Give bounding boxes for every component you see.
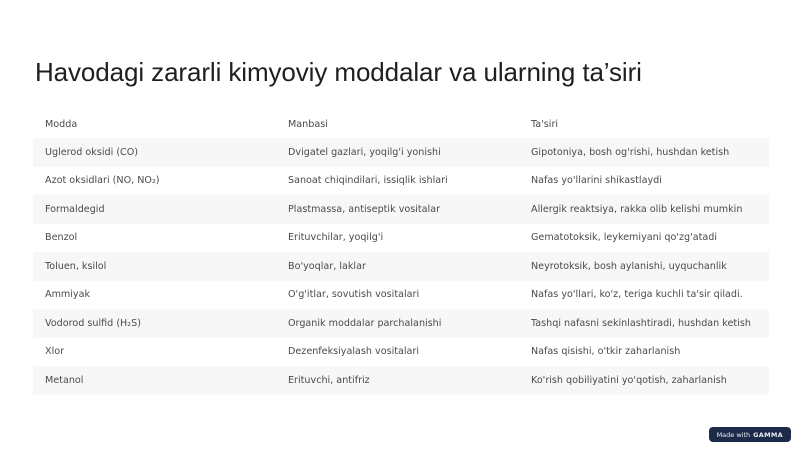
effect-cell: Nafas yo'llarini shikastlaydi bbox=[531, 175, 662, 187]
source-cell: Plastmassa, antiseptik vositalar bbox=[288, 203, 441, 215]
source-cell: Bo'yoqlar, laklar bbox=[288, 260, 366, 272]
table-row bbox=[33, 195, 769, 224]
effect-cell: Nafas yo'llari, ko'z, teriga kuchli ta'sir qiladi. bbox=[531, 289, 743, 301]
table-row bbox=[33, 338, 769, 367]
effect-cell: Ko'rish qobiliyatini yo'qotish, zaharlanish bbox=[531, 374, 727, 386]
source-cell: Organik moddalar parchalanishi bbox=[288, 317, 442, 329]
table-row bbox=[33, 138, 769, 167]
effect-cell: Allergik reaktsiya, rakka olib kelishi mumkin bbox=[531, 203, 743, 215]
table-header-row bbox=[33, 110, 769, 138]
badge-prefix: Made with bbox=[716, 430, 751, 439]
table-row bbox=[33, 167, 769, 196]
badge-brand: GAMMA bbox=[753, 430, 783, 439]
page-title: Havodagi zararli kimyoviy moddalar va ularning ta’siri bbox=[35, 57, 642, 87]
substance-cell: Toluen, ksilol bbox=[45, 260, 107, 272]
effect-cell: Gematotoksik, leykemiyani qo'zg'atadi bbox=[531, 232, 718, 244]
source-cell: Erituvchi, antifriz bbox=[288, 374, 370, 386]
effect-cell: Nafas qisishi, o'tkir zaharlanish bbox=[531, 346, 681, 358]
substance-cell: Vodorod sulfid (H₂S) bbox=[45, 317, 141, 329]
substance-cell: Ammiyak bbox=[45, 289, 91, 301]
substance-cell: Uglerod oksidi (CO) bbox=[45, 146, 139, 158]
table-row bbox=[33, 309, 769, 338]
made-with-gamma-badge[interactable] bbox=[709, 427, 791, 442]
source-cell: O'g'itlar, sovutish vositalari bbox=[288, 289, 420, 301]
substance-cell: Azot oksidlari (NO, NO₂) bbox=[45, 175, 160, 187]
source-cell: Erituvchilar, yoqilg'i bbox=[288, 232, 384, 244]
substance-cell: Formaldegid bbox=[45, 203, 105, 215]
effect-cell: Gipotoniya, bosh og'rishi, hushdan ketish bbox=[531, 146, 730, 158]
table-row bbox=[33, 366, 769, 395]
table-row bbox=[33, 252, 769, 281]
source-cell: Dvigatel gazlari, yoqilg'i yonishi bbox=[288, 146, 441, 158]
effect-cell: Neyrotoksik, bosh aylanishi, uyquchanlik bbox=[531, 260, 727, 272]
header-manbasi: Manbasi bbox=[288, 118, 328, 130]
table-row bbox=[33, 281, 769, 310]
substance-cell: Metanol bbox=[45, 374, 84, 386]
source-cell: Dezenfeksiyalash vositalari bbox=[288, 346, 420, 358]
source-cell: Sanoat chiqindilari, issiqlik ishlari bbox=[288, 175, 448, 187]
effect-cell: Tashqi nafasni sekinlashtiradi, hushdan ketish bbox=[531, 317, 751, 329]
substance-cell: Xlor bbox=[45, 346, 65, 358]
header-tasiri: Ta'siri bbox=[531, 118, 559, 130]
substances-table bbox=[33, 110, 769, 395]
substance-cell: Benzol bbox=[45, 232, 78, 244]
header-modda: Modda bbox=[45, 118, 78, 130]
table-row bbox=[33, 224, 769, 253]
